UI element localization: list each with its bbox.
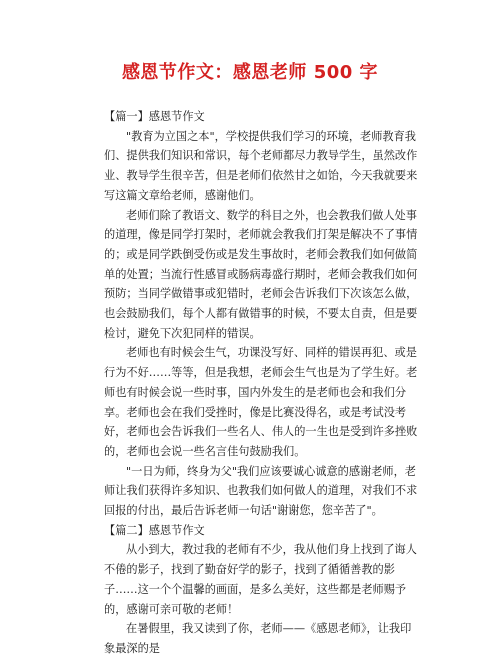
section-heading: 【篇二】感恩节作文: [104, 523, 205, 537]
body-paragraph: 在暑假里，我又读到了你，老师——《感恩老师》，让我印象最深的是: [104, 622, 412, 655]
body-paragraph: 老师也有时候会生气，功课没写好、同样的错误再犯、或是行为不好……等等，但是我想，老师会生气也是为了学生好。老师也有时候会说一些时事，国内外发生的是老师也会和我们分享。老师也会在我们受挫时，像是比赛没得名，或是考试没考好，老师也会告诉我们一些名人、伟人的一生也是受到许多挫败的，老师也会说一些名言佳句鼓励我们。: [104, 346, 418, 458]
document-body: [104, 107, 422, 659]
body-paragraph: 从小到大，教过我的老师有不少，我从他们身上找到了诲人不倦的影子，找到了勤奋好学的影子，找到了循循善教的影子……这一个个温馨的画面，是多么美好，这些都是老师赐予的，感谢可亲可敬的老师！: [104, 543, 417, 616]
body-paragraph: "一日为师，终身为父"我们应该要诚心诚意的感谢老师，老师让我们获得许多知识、也教我们如何做人的道理，对我们不求回报的付出，最后告诉老师一句话"谢谢您，您辛苦了"。: [104, 464, 418, 518]
body-paragraph: 老师们除了教语文、数学的科目之外，也会教我们做人处事的道理，像是同学打架时，老师就会教我们打架是解决不了事情的；或是同学跌倒受伤或是发生事故时，老师会教我们如何做简单的处置；当流行性感冒或肠病毒盛行期时，老师会教我们如何预防；当同学做错事或犯错时，老师会告诉我们下次该怎么做，也会鼓励我们，每个人都有做错事的时候，不要太自责，但是要检讨，避免下次犯同样的错误。: [104, 208, 418, 340]
section-heading: 【篇一】感恩节作文: [104, 110, 205, 123]
document-title: 感恩节作文：感恩老师 500 字: [121, 62, 379, 83]
body-paragraph: "教育为立国之本"，学校提供我们学习的环境，老师教育我们、提供我们知识和常识，每个老师都尽力教导学生，虽然改作业、教导学生很辛苦，但是老师们依然甘之如饴，今天我就要来写这篇文章给老师，感谢他们。: [104, 129, 418, 202]
